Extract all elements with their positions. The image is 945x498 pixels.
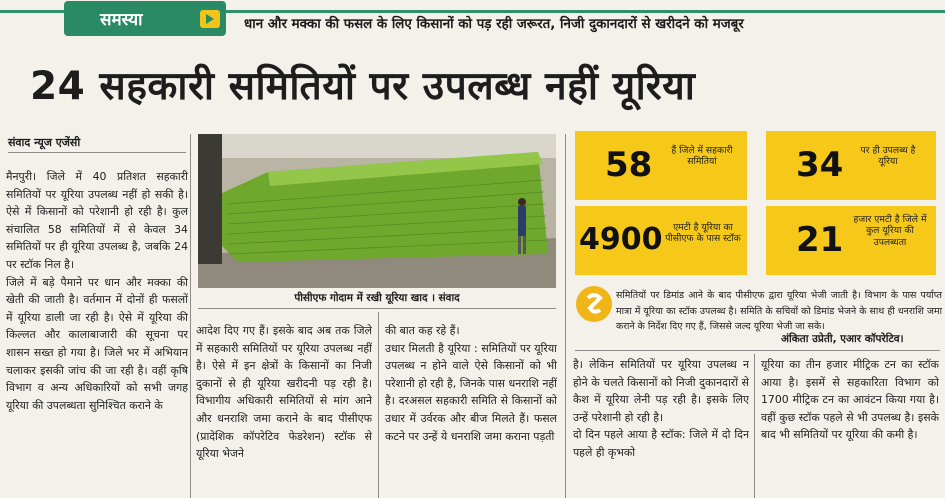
fact-text: हजार एमटी है जिले में कुल यूरिया की उपलब्धता xyxy=(853,214,927,248)
play-icon xyxy=(200,10,220,28)
quote-credit: अंकिता उप्रेती, एआर कॉपरेटिव। xyxy=(781,333,904,345)
fact-rule xyxy=(575,350,940,351)
fact-box xyxy=(575,206,747,275)
fact-text: एमटी है यूरिया का पीसीएफ के पास स्टॉक xyxy=(665,222,741,245)
fact-note: समितियों पर डिमांड आने के बाद पीसीएफ द्वारा यूरिया भेजी जाती है। विभाग के पास पर्याप्त मात्रा में यूरिया का स्टॉक उपलब्ध है। समिति के सचिवों को डिमांड भेजने के साथ ही धनराशि जमा कराने के निर्देश दिए गए हैं, जिससे जल्द यूरिया भेजी जा सके। xyxy=(616,290,942,333)
article-column-3: की बात कह रहे हैं। उधार मिलती है यूरिया : समितियों पर यूरिया उपलब्ध न होने वाले ऐसे किसानों को भी परेशानी हो रही है, जिनके पास धनराशि नहीं है। दरअसल सहकारी समिति से किसानों को उधार में उर्वरक और बीज मिलते हैं। फसल कटने पर उन्हें ये धनराशि जमा कराना पड़ती xyxy=(385,324,557,443)
kicker: धान और मक्का की फसल के लिए किसानों को पड़ रही जरूरत, निजी दुकानदारों से खरीदने को मजबूर xyxy=(244,17,744,32)
article-column-4: है। लेकिन समितियों पर यूरिया उपलब्ध न होने के चलते किसानों को निजी दुकानदारों से कैश में यूरिया लेनी पड़ रही है। इसके लिए उन्हें परेशानी हो रही है। दो दिन पहले आया है स्टॉक: जिले में दो दिन पहले ही कृभको xyxy=(573,358,749,459)
fact-box xyxy=(766,206,936,275)
section-tag xyxy=(64,1,226,36)
article-column-1: मैनपुरी। जिले में 40 प्रतिशत सहकारी समितियों पर यूरिया उपलब्ध नहीं हो सकी है। ऐसे में किसानों को परेशानी हो रही है। कुल संचालित 58 समितियों में से केवल 34 समितियों पर ही यूरिया उपलब्ध है, जबकि 24 पर स्टॉक निल है। जिले में बड़े पैमाने पर धान और मक्का की खेती की जाती है। वर्तमान में दोनों ही फसलों में यूरिया डाली जा रही है। ऐसे में यूरिया की किल्लत और कालाबाजारी की सूचना पर शासन सख्त हो गया है। जिले भर में अभियान चलाकर इसकी जांच की जा रही है। वहीं कृषि विभाग व अन्य अधिकारियों को सभी जगह यूरिया की उपलब्धता सुनिश्चित कराने के xyxy=(6,170,188,412)
fact-text: हैं जिले में सहकारी समितियां xyxy=(671,145,733,168)
fact-number: 58 xyxy=(605,145,653,185)
column-divider xyxy=(190,134,191,498)
byline: संवाद न्यूज एजेंसी xyxy=(8,136,81,149)
column-divider xyxy=(378,312,379,498)
headline: 24 सहकारी समितियों पर उपलब्ध नहीं यूरिया xyxy=(30,64,696,109)
photo-caption: पीसीएफ गोदाम में रखी यूरिया खाद । संवाद xyxy=(294,292,460,304)
column-divider xyxy=(565,134,566,498)
fact-box xyxy=(766,131,936,200)
article-column-5: यूरिया का तीन हजार मीट्रिक टन का स्टॉक आया है। इसमें से सहकारिता विभाग को 1700 मीट्रिक टन का आवंटन किया गया है। वहीं कुछ स्टॉक पहले से भी उपलब्ध है। इसके बाद भी समितियों पर यूरिया की कमी है। xyxy=(761,358,939,442)
byline-rule xyxy=(8,152,186,153)
warehouse-photo xyxy=(198,134,556,288)
fact-number: 21 xyxy=(796,220,844,260)
section-tag-label: समस्या xyxy=(100,10,143,30)
article-column-2: आदेश दिए गए हैं। इसके बाद अब तक जिले में सहकारी समितियों पर यूरिया उपलब्ध नहीं है। ऐसे में इन क्षेत्रों के किसानों का निजी दुकानों से ही यूरिया खरीदनी पड़ रही है। विभागीय अधिकारी समितियों से मांग आने और धनराशि जमा कराने के बाद पीसीएफ (प्रादेशिक कॉपरेटिव फेडरेशन) स्टॉक से यूरिया भेजने xyxy=(196,324,372,461)
fact-box xyxy=(575,131,747,200)
fact-number: 34 xyxy=(796,145,844,185)
info-icon xyxy=(576,286,612,322)
fact-text: पर ही उपलब्ध है यूरिया xyxy=(860,145,916,168)
column-divider xyxy=(754,354,755,498)
caption-rule xyxy=(198,308,556,309)
fact-number: 4900 xyxy=(579,222,663,257)
